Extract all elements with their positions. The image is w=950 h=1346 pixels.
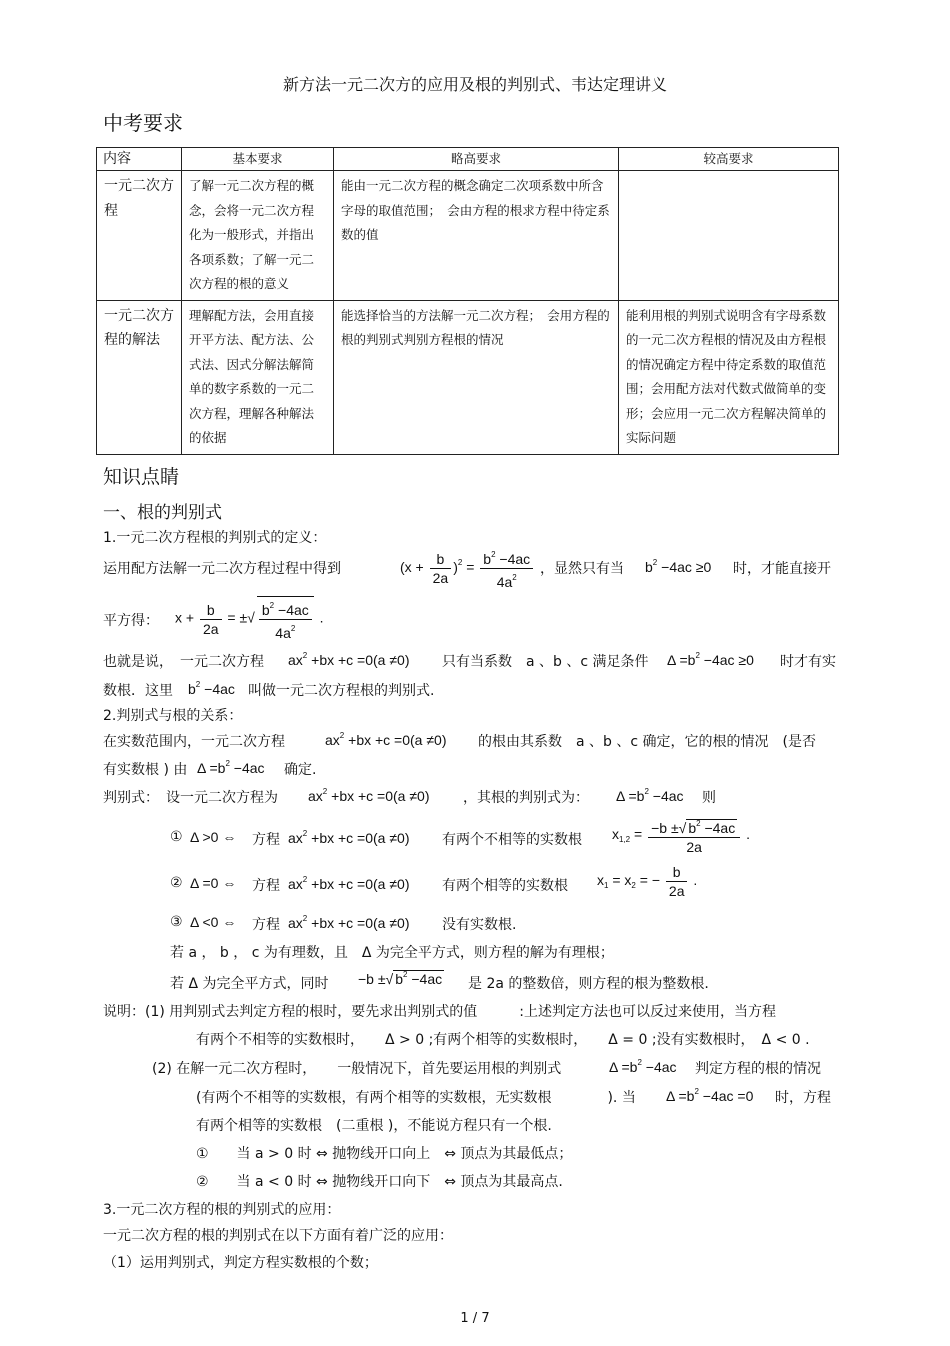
text-line: 方程 [252,832,280,848]
formula-quadratic-roots: $x_{1,2}$ = $\frac{-b \pm√ b^2 -4ac}{2a}$ . [612,815,750,856]
row1-content: 一元二次方程 [97,171,182,301]
text-line: 判别式： 设一元二次方程为 [103,790,278,806]
formula-case-condition: Δ >0 ⇔ [190,829,237,845]
row2-higher: 能选择恰当的方法解一元二次方程； 会用方程的根的判别式判别方程根的情况 [334,300,619,454]
text-line: 数根．这里 [103,683,173,699]
formula-discriminant: $b^2 -4ac$ [188,680,235,697]
text-line: 若 Δ 为完全平方式，同时 [170,976,329,992]
application-heading: 3.一元二次方程的根的判别式的应用： [103,1202,341,1218]
relation-heading: 2.判别式与根的关系： [103,708,243,724]
text-line: 一元二次方程的根的判别式在以下方面有着广泛的应用： [103,1228,453,1244]
formula-case-condition: Δ <0 ⇔ [190,914,237,930]
text-line: 只有当系数 a 、b 、c 满足条件 [442,654,649,670]
formula-general-equation: $ax^2 +bx +c =0(a \ne 0)$ [288,914,410,931]
text-line: 时才有实 [780,654,836,670]
header-basic: 基本要求 [182,148,334,171]
text-line: 说明：(1) 用判别式去判定方程的根时，要先求出判别式的值 :上述判定方法也可以反过来使用，当方程 [103,1004,776,1020]
formula-condition: $b^2 -4ac \ge 0$ [645,558,712,575]
text-line: 有两个相等的实数根 (二重根 )，不能说方程只有一个根. [196,1118,552,1134]
table-row [97,300,839,454]
text-line: 没有实数根. [442,917,517,933]
definition-heading: 1.一元二次方程根的判别式的定义： [103,530,327,546]
table-row [97,171,839,301]
formula-delta-condition: $\Delta =b^2 -4ac \ge 0$ [667,651,754,668]
formula-general-equation: $ax^2 +bx +c =0(a \ne 0)$ [325,731,447,748]
document-title: 新方法一元二次方的应用及根的判别式、韦达定理讲义 [282,75,667,94]
text-line: 有两个不相等的实数根 [442,832,582,848]
requirements-table [96,147,839,455]
text-line: ，其根的判别式为： [463,790,589,806]
formula-general-equation: $ax^2 +bx +c =0(a \ne 0)$ [288,651,410,668]
case-marker: ③ [170,914,183,930]
text-line: 运用配方法解一元二次方程过程中得到 [103,561,341,577]
row2-content: 一元二次方程的解法 [97,300,182,454]
text-line: 有两个不相等的实数根时， Δ > 0 ;有两个相等的实数根时， Δ = 0 ;没有实数根时， Δ < 0 . [196,1032,810,1048]
section-heading-knowledge: 知识点睛 [103,466,180,488]
case-marker: ① [170,829,183,845]
text-line: 方程 [252,878,280,894]
text-line: 有实数根 ) 由 [103,762,188,778]
formula-delta-zero: $\Delta =b^2 -4ac =0$ [666,1087,754,1104]
formula-general-equation: $ax^2 +bx +c =0(a \ne 0)$ [288,829,410,846]
text-line: (有两个不相等的实数根，有两个相等的实数根，无实数根 ). 当 [196,1090,636,1106]
text-line: 的根由其系数 a 、b 、c 确定，它的根的情况 (是否 [478,734,816,750]
header-content: 内容 [97,148,182,171]
formula-general-equation: $ax^2 +bx +c =0(a \ne 0)$ [308,787,430,804]
text-line: 时，方程 [775,1090,831,1106]
formula-root-numerator: −b ±√ $b^2 -4ac$ [358,970,443,987]
formula-general-equation: $ax^2 +bx +c =0(a \ne 0)$ [288,875,410,892]
formula-delta: $\Delta =b^2 -4ac$ [616,787,684,804]
section-heading-requirements: 中考要求 [103,111,183,135]
table-header-row [97,148,839,171]
page-number: 1 / 7 [460,1311,490,1326]
text-line: 在实数范围内，一元二次方程 [103,734,285,750]
row1-basic: 了解一元二次方程的概念，会将一元二次方程化为一般形式，并指出各项系数；了解一元二次方程的根的意义 [182,171,334,301]
header-higher: 略高要求 [334,148,619,171]
formula-square-root: x + $\frac{b}{2a}$ = ±√ $\frac{b^2 -4ac}{4a^2}$ . [175,596,324,642]
text-line: 若 a ， b ， c 为有理数，且 Δ 为完全平方式，则方程的解为有理根； [170,945,614,961]
row2-basic: 理解配方法，会用直接开平方法、配方法、公式法、因式分解法解简单的数字系数的一元二次方程，理解各种解法的依据 [182,300,334,454]
text-line: （1）运用判别式，判定方程实数根的个数； [103,1255,378,1271]
text-line: (2) 在解一元二次方程时， 一般情况下，首先要运用根的判别式 [152,1061,562,1077]
formula-completing-square: (x + $\frac{b}{2a}$ )$^2$ = $\frac{b^2 -4ac}{4a^2}$ [400,546,535,591]
subsection-heading-discriminant: 一、根的判别式 [103,503,222,523]
row1-higher: 能由一元二次方程的概念确定二次项系数中所含字母的取值范围； 会由方程的根求方程中待定系数的值 [334,171,619,301]
text-line: 确定. [284,762,317,778]
formula-delta: $\Delta =b^2 -4ac$ [197,759,265,776]
text-line: ① 当 a > 0 时 ⇔ 抛物线开口向上 ⇔ 顶点为其最低点； [196,1146,573,1162]
text-line: ，显然只有当 [540,561,624,577]
text-line: 平方得： [103,613,159,629]
text-line: 叫做一元二次方程根的判别式. [248,683,435,699]
text-line: 有两个相等的实数根 [442,878,568,894]
text-line: 则 [702,790,716,806]
text-line: 方程 [252,917,280,933]
row2-highest: 能利用根的判别式说明含有字母系数的一元二次方程根的情况及由方程根的情况确定方程中待定系数的取值范围；会用配方法对代数式做简单的变形；会应用一元二次方程解决简单的实际问题 [619,300,839,454]
formula-equal-roots: $x_1 = x_2$ = − $\frac{b}{2a}$ . [597,864,698,899]
header-highest: 较高要求 [619,148,839,171]
case-marker: ② [170,875,183,891]
text-line: 也就是说， 一元二次方程 [103,654,264,670]
text-line: ② 当 a < 0 时 ⇔ 抛物线开口向下 ⇔ 顶点为其最高点. [196,1174,563,1190]
formula-delta: $\Delta =b^2 -4ac$ [609,1058,677,1075]
text-line: 判定方程的根的情况 [695,1061,821,1077]
text-line: 时，才能直接开 [733,561,831,577]
formula-case-condition: Δ =0 ⇔ [190,875,237,891]
text-line: 是 2a 的整数倍，则方程的根为整数根. [468,976,709,992]
row1-highest [619,171,839,301]
